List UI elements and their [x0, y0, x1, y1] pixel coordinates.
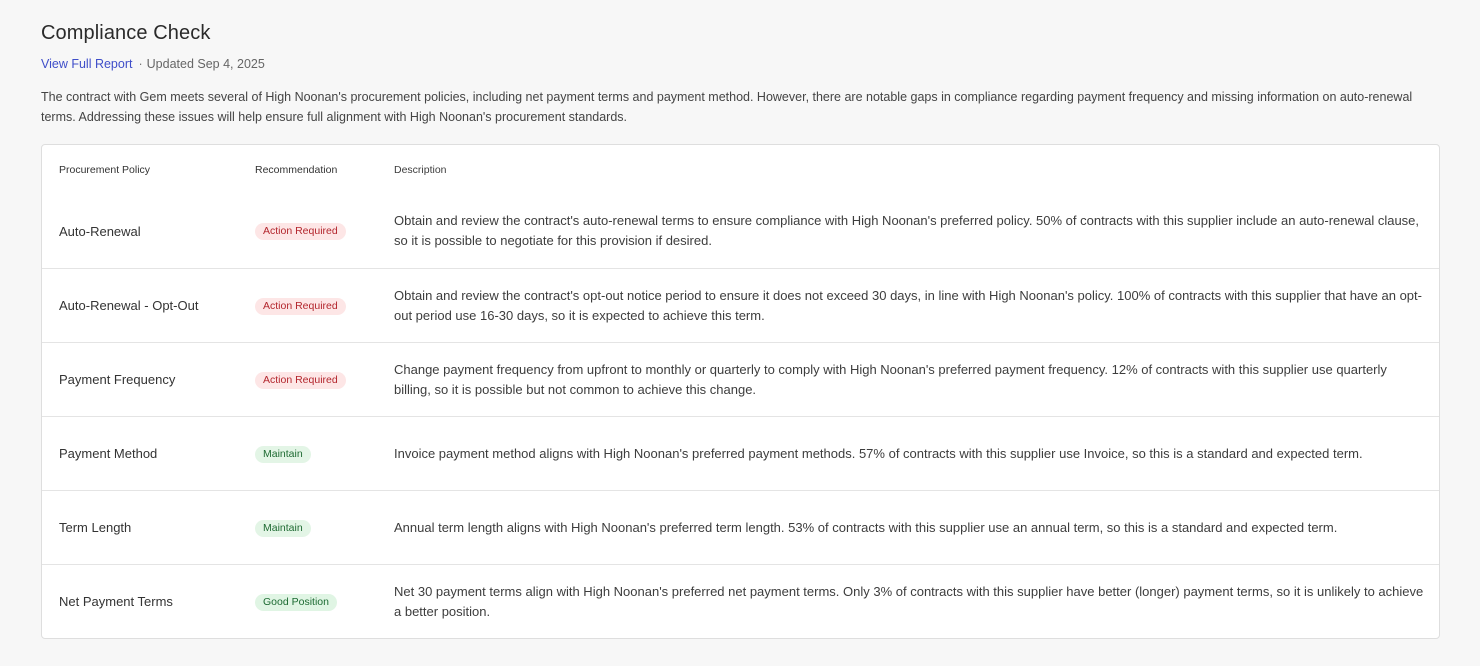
- policy-description: Net 30 payment terms align with High Noonan's preferred net payment terms. Only 3% of contracts with this supplier have better (longer) payment terms, so it is unlikely to achieve a better position.: [394, 583, 1424, 619]
- recommendation-cell: [238, 222, 377, 240]
- column-header-policy: Procurement Policy: [59, 163, 151, 176]
- meta-separator: ·: [138, 57, 143, 71]
- recommendation-badge: Maintain: [255, 520, 311, 537]
- recommendation-cell: [238, 371, 377, 389]
- compliance-summary: The contract with Gem meets several of High Noonan's procurement policies, including net payment terms and payment method. However, there are notable gaps in compliance regarding payment frequency and missing information on auto-renewal terms. Addressing these issues will help ensure full alignment with High Noonan's procurement standards.: [41, 90, 1413, 124]
- table-row: [42, 268, 1439, 342]
- column-header-recommendation: Recommendation: [255, 163, 338, 176]
- recommendation-cell: [238, 593, 377, 611]
- recommendation-badge: Action Required: [255, 298, 346, 315]
- policy-name: Net Payment Terms: [59, 594, 173, 609]
- recommendation-badge: Action Required: [255, 223, 346, 240]
- page-title: Compliance Check: [41, 22, 211, 44]
- recommendation-cell: [238, 519, 377, 537]
- recommendation-cell: [238, 445, 377, 463]
- report-meta: [41, 57, 1440, 71]
- view-full-report-link[interactable]: View Full Report: [41, 57, 133, 71]
- column-header-description: Description: [394, 163, 447, 176]
- policy-table: [41, 144, 1440, 639]
- policy-description: Obtain and review the contract's opt-out notice period to ensure it does not exceed 30 days, in line with High Noonan's policy. 100% of contracts with this supplier that have an opt-out period use 16-30 days, so it is expected to achieve this term.: [394, 287, 1422, 323]
- policy-name: Term Length: [59, 520, 132, 535]
- table-body: [42, 194, 1439, 638]
- recommendation-badge: Maintain: [255, 446, 311, 463]
- table-row: [42, 194, 1439, 268]
- table-row: [42, 490, 1439, 564]
- policy-name: Payment Method: [59, 446, 158, 461]
- table-header: [42, 145, 1439, 194]
- policy-description: Obtain and review the contract's auto-renewal terms to ensure compliance with High Noonan's preferred policy. 50% of contracts with this supplier include an auto-renewal clause, so it is possible to negotiate for this provision if desired.: [394, 213, 1420, 248]
- recommendation-cell: [238, 297, 377, 315]
- policy-description: Annual term length aligns with High Noonan's preferred term length. 53% of contracts with this supplier use an annual term, so this is a standard and expected term.: [394, 519, 1338, 535]
- table-row: [42, 342, 1439, 416]
- policy-description: Change payment frequency from upfront to monthly or quarterly to comply with High Noonan's preferred payment frequency. 12% of contracts with this supplier use quarterly billing, so it is possible but not common to achieve this change.: [394, 361, 1387, 397]
- policy-name: Payment Frequency: [59, 372, 176, 387]
- table-row: [42, 564, 1439, 638]
- recommendation-badge: Good Position: [255, 594, 337, 611]
- policy-name: Auto-Renewal: [59, 223, 141, 239]
- updated-date: Updated Sep 4, 2025: [146, 57, 265, 71]
- policy-name: Auto-Renewal - Opt-Out: [59, 298, 199, 313]
- policy-description: Invoice payment method aligns with High Noonan's preferred payment methods. 57% of contracts with this supplier use Invoice, so this is a standard and expected term.: [394, 445, 1363, 461]
- recommendation-badge: Action Required: [255, 372, 346, 389]
- table-row: [42, 416, 1439, 490]
